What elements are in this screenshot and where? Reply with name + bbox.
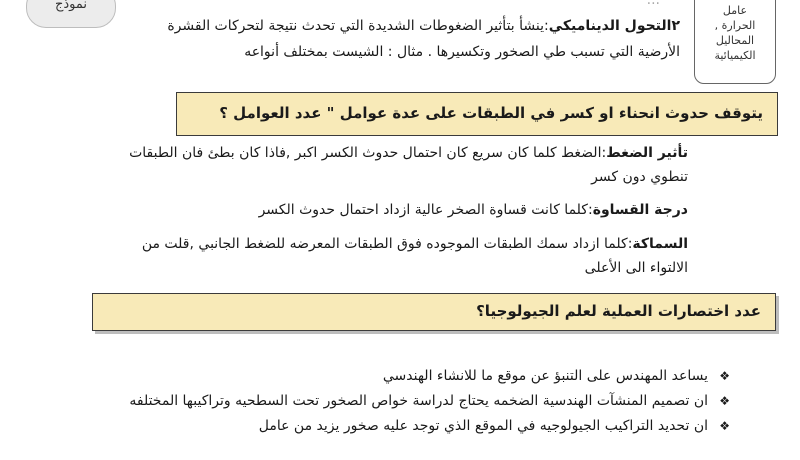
side-note-line: عامل [722, 4, 748, 17]
list-item-text: ان تصميم المنشآت الهندسية الضخمه يحتاج لدراسة خواص الصخور تحت السطحيه وتراكيبها المختلفه [129, 393, 708, 409]
factor-thickness-cont: الالتواء الى الأعلى [584, 260, 688, 276]
list-item [70, 416, 730, 437]
intro-text: :ينشأ بتأثير الضغوطات الشديدة التي تحدث نتيجة لتحركات القشرة [167, 18, 549, 34]
factor-text: :كلما ازداد سمك الطبقات الموجوده فوق الطبقات المعرضه للضغط الجانبي ,قلت من [141, 236, 633, 252]
factor-term: السماكة [632, 236, 688, 252]
factor-pressure [129, 143, 688, 163]
question-box-factors [176, 92, 778, 136]
side-note-line: الحرارة , [714, 19, 756, 32]
factor-term: درجة القساوة [592, 202, 688, 218]
list-item-text: يساعد المهندس على التنبؤ عن موقع ما للانشاء الهندسي [382, 368, 708, 384]
intro-number: ٢ [671, 18, 680, 34]
intro-line-2: الأرضية التي تسبب طي الصخور وتكسيرها . مثال : الشيست بمختلف أنواعه [244, 44, 680, 60]
applications-list [70, 366, 730, 441]
factor-thickness [142, 234, 688, 254]
diamond-bullet-icon: ❖ [719, 419, 730, 433]
factor-term: تأثير الضغط [606, 145, 688, 161]
diamond-bullet-icon: ❖ [719, 394, 730, 408]
top-cut-line: ... [646, 0, 660, 8]
intro-title: التحول الديناميكي [548, 18, 672, 34]
question-text: عدد اختصارات العملية لعلم الجيولوجيا؟ [476, 302, 761, 320]
list-item-text: ان تحديد التراكيب الجيولوجيه في الموقع الذي توجد عليه صخور يزيد من عامل [258, 418, 708, 434]
factor-pressure-cont: تنطوي دون كسر [591, 169, 688, 185]
intro-line-1 [167, 16, 680, 36]
question-text: يتوقف حدوث انحناء او كسر في الطبقات على عدة عوامل " عدد العوامل ؟ [219, 104, 763, 122]
question-box-applications [92, 293, 776, 331]
diamond-bullet-icon: ❖ [719, 369, 730, 383]
factor-text: :الضغط كلما كان سريع كان احتمال حدوث الكسر اكبر ,فاذا كان بطئ فان الطبقات [129, 145, 607, 161]
badge: نموذج [26, 0, 116, 28]
side-note-box [694, 0, 776, 84]
factor-text: :كلما كانت قساوة الصخر عالية ازداد احتمال حدوث الكسر [258, 202, 593, 218]
list-item [70, 366, 730, 387]
list-item [70, 391, 730, 412]
factor-hardness [259, 200, 688, 220]
side-note-line: المحاليل [715, 34, 755, 47]
side-note-line: الكيميائية [714, 49, 756, 62]
